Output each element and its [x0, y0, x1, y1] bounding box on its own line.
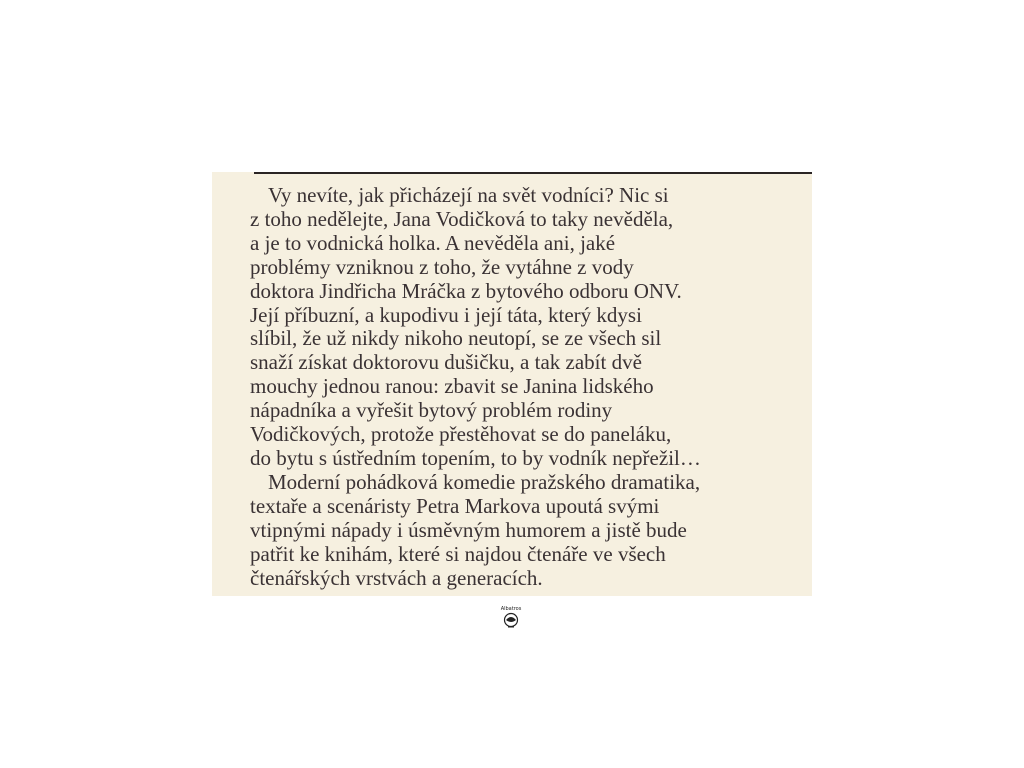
top-rule: [254, 172, 812, 174]
blurb-line: do bytu s ústředním topením, to by vodník nepřežil…: [250, 445, 701, 470]
blurb-line: textaře a scenáristy Petra Markova upoutá svými: [250, 493, 660, 518]
blurb-line: z toho nedělejte, Jana Vodičková to taky nevěděla,: [250, 206, 674, 231]
blurb-line: Vy nevíte, jak přicházejí na svět vodníci? Nic si: [268, 183, 669, 207]
blurb-line: doktora Jindřicha Mráčka z bytového odboru ONV.: [250, 278, 682, 303]
blurb-line: slíbil, že už nikdy nikoho neutopí, se ze všech sil: [250, 326, 662, 351]
blurb-line: čtenářských vrstvách a generacích.: [250, 565, 543, 590]
blurb-line: Moderní pohádková komedie pražského dramatika,: [268, 469, 701, 494]
publisher-logo: [499, 603, 523, 631]
book-blurb-page: [212, 172, 812, 596]
blurb-text: [250, 184, 795, 590]
blurb-line: Vodičkových, protože přestěhovat se do paneláku,: [250, 422, 672, 447]
blurb-line: mouchy jednou ranou: zbavit se Janina lidského: [250, 374, 654, 399]
publisher-logo-text: Albatros: [500, 606, 522, 612]
publisher-emblem-icon: [499, 603, 523, 631]
blurb-line: nápadníka a vyřešit bytový problém rodiny: [250, 398, 613, 423]
blurb-line: Její příbuzní, a kupodivu i její táta, který kdysi: [250, 302, 642, 327]
blurb-line: problémy vzniknou z toho, že vytáhne z vody: [250, 254, 634, 279]
blurb-line: vtipnými nápady i úsměvným humorem a jistě bude: [250, 517, 687, 542]
blurb-line: a je to vodnická holka. A nevěděla ani, jaké: [250, 230, 616, 255]
blurb-line: patřit ke knihám, které si najdou čtenáře ve všech: [250, 541, 666, 566]
blurb-line: snaží získat doktorovu dušičku, a tak zabít dvě: [250, 350, 642, 375]
